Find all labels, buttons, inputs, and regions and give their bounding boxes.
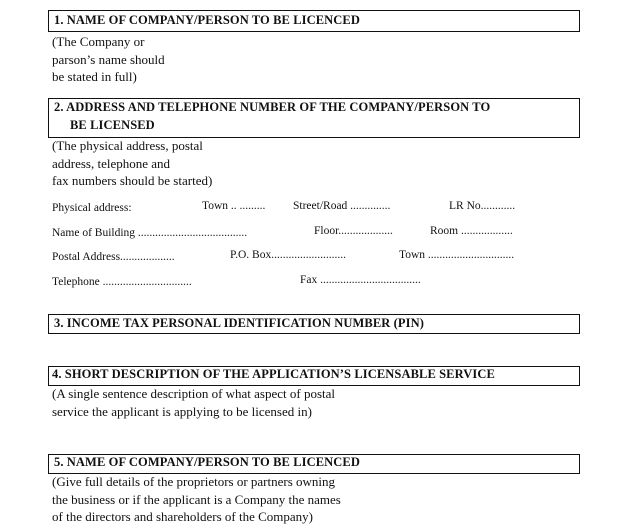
section-2-heading-line2: BE LICENSED	[70, 118, 155, 132]
note-line: (The Company or	[52, 34, 145, 49]
town-field[interactable]: Town .. .........	[202, 200, 266, 212]
section-1-note	[52, 33, 165, 86]
section-5-note	[52, 473, 341, 526]
room-field[interactable]: Room ..................	[430, 225, 513, 237]
town-2-field[interactable]: Town ..............................	[399, 249, 515, 261]
note-line: address, telephone and	[52, 155, 171, 171]
note-line: (Give full details of the proprietors or partners owning	[52, 474, 336, 489]
section-4-heading-box	[48, 366, 580, 386]
note-line: (A single sentence description of what aspect of postal	[52, 386, 336, 401]
section-1-heading-box	[48, 10, 580, 32]
name-of-building-field[interactable]: Name of Building ......................................	[52, 227, 248, 239]
section-5-heading: 5. NAME OF COMPANY/PERSON TO BE LICENCED	[54, 455, 360, 469]
section-3-heading: 3. INCOME TAX PERSONAL IDENTIFICATION NUMBER (PIN)	[54, 316, 424, 330]
section-2-heading-line1: 2. ADDRESS AND TELEPHONE NUMBER OF THE COMPANY/PERSON TO	[54, 100, 491, 114]
section-4-note	[52, 385, 335, 420]
po-box-field[interactable]: P.O. Box..........................	[230, 249, 346, 261]
street-road-field[interactable]: Street/Road ..............	[293, 200, 391, 212]
fax-field[interactable]: Fax ...................................	[300, 274, 421, 286]
section-4-heading: 4. SHORT DESCRIPTION OF THE APPLICATION’S LICENSABLE SERVICE	[52, 367, 495, 381]
note-line: fax numbers should be started)	[52, 173, 213, 188]
section-2-note	[52, 137, 212, 190]
floor-field[interactable]: Floor...................	[314, 225, 393, 237]
note-line: (The physical address, postal	[52, 138, 203, 153]
section-1-heading: 1. NAME OF COMPANY/PERSON TO BE LICENCED	[54, 13, 360, 27]
note-line: be stated in full)	[52, 69, 137, 84]
note-line: the business or if the applicant is a Company the names	[52, 491, 341, 507]
note-line: service the applicant is applying to be licensed in)	[52, 403, 312, 419]
note-line: parson’s name should	[52, 51, 165, 67]
physical-address-label: Physical address:	[52, 202, 132, 214]
section-2-heading-box	[48, 98, 580, 138]
telephone-field[interactable]: Telephone ...............................	[52, 276, 192, 288]
lr-no-field[interactable]: LR No............	[449, 200, 516, 212]
section-3-heading-box	[48, 314, 580, 334]
note-line: of the directors and shareholders of the Company)	[52, 509, 314, 524]
postal-address-field[interactable]: Postal Address...................	[52, 251, 175, 263]
section-5-heading-box	[48, 454, 580, 474]
